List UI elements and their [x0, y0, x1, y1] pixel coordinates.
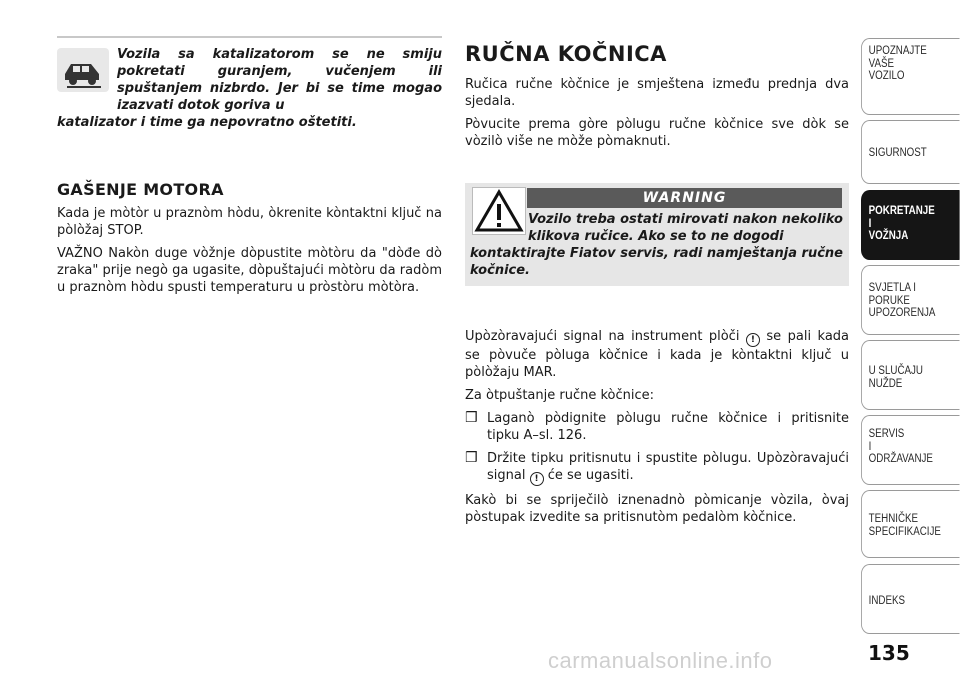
- tab-pokretanje[interactable]: [861, 190, 960, 260]
- indicator-last: Kakò bi se spriječilò iznenadnò pòmicanje vòzila, òvaj pòstupak izvedite sa pritisnutòm pedalòm kòčnice.: [465, 493, 849, 525]
- catalyst-note-indented: Vozila sa katalizatorom se ne smiju pokretati guranjem, vučenjem ili spuštanjem nizbrdo. Jer bi se time mogao izazvati dotok goriva u: [117, 47, 442, 113]
- tab-sigurnost[interactable]: [861, 120, 960, 184]
- engine-off-heading: GAŠENJE MOTORA: [57, 180, 224, 199]
- handbrake-p2: Pòvucite prema gòre pòlugu ručne kòčnice sve dòk se vòzilò više ne mòže pòmaknuti.: [465, 117, 849, 149]
- warning-text: [470, 211, 843, 279]
- tab-label: TEHNIČKE SPECIFIKACIJE: [868, 513, 941, 538]
- right-column: [465, 36, 849, 156]
- brake-warning-lamp-icon: !: [530, 472, 544, 486]
- tab-servis[interactable]: [861, 415, 960, 485]
- engine-off-section: [57, 180, 442, 302]
- tab-svjetla[interactable]: [861, 265, 960, 335]
- warning-label: WARNING: [527, 188, 842, 208]
- warning-text-rest: kontaktirajte Fiatov servis, radi namještanja ručne kočnice.: [470, 246, 843, 278]
- handbrake-p1: Ručica ručne kòčnice je smještena između prednja dva sjedala.: [465, 77, 849, 109]
- warning-text-first: Vozilo treba ostati mirovati nakon nekoliko klikova ručice. Ako se to ne dogodi: [528, 212, 843, 244]
- tab-indeks[interactable]: [861, 564, 960, 634]
- tab-label: POKRETANJE I VOŽNJA: [868, 205, 935, 242]
- tab-label: SVJETLA I PORUKE UPOZORENJA: [868, 282, 936, 319]
- release-step-2-before: Držite tipku pritisnutu i spustite pòlugu. Upòzòravajući signal: [487, 451, 849, 483]
- release-step-1-text: Laganò pòdignite pòlugu ručne kòčnice i pritisnite tipku A–sl. 126.: [487, 411, 849, 443]
- tab-tehnicke[interactable]: [861, 490, 960, 558]
- brake-warning-lamp-icon: !: [746, 333, 760, 347]
- release-intro: Za òtpuštanje ručne kòčnice:: [465, 388, 655, 403]
- warning-box: [465, 183, 849, 286]
- environment-icon: [57, 48, 109, 92]
- bullet-box-icon: ❒: [465, 410, 478, 426]
- handbrake-title: RUČNA KOČNICA: [465, 42, 667, 66]
- tab-label: U SLUČAJU NUŽDE: [868, 365, 923, 390]
- bullet-box-icon: ❒: [465, 450, 478, 466]
- release-step-2-after: će se ugasiti.: [547, 468, 634, 483]
- indicator-p1: [465, 328, 849, 381]
- engine-off-p2: VAŽNO Nakòn duge vòžnje dòpustite mòtòru da "dòđe dò zraka" prije negò ga ugasite, dòpuštajući mòtòru da radòm u praznòm hòdu spusti temperaturu u pròstòru mòtòra.: [57, 246, 442, 295]
- indicator-p1-before: Upòzòravajući signal na instrument plòči: [465, 329, 740, 344]
- indicator-p1-after: se pali kada se pòvuče pòluga kòčnice i kada je kòntaktni ključ u pòlòžaju MAR.: [465, 329, 850, 380]
- left-column: [57, 36, 442, 295]
- release-step-2: [465, 450, 849, 486]
- tab-label: UPOZNAJTE VAŠE VOZILO: [868, 45, 927, 82]
- tab-label: SERVIS I ODRŽAVANJE: [868, 428, 933, 465]
- release-step-1: [465, 410, 849, 444]
- page-number: 135: [868, 641, 910, 665]
- tab-label: INDEKS: [868, 595, 906, 607]
- engine-off-p1: Kada je mòtòr u praznòm hòdu, òkrenite kòntaktni ključ na pòlòžaj STOP.: [57, 206, 442, 238]
- catalyst-note: [57, 46, 442, 131]
- catalyst-note-full: katalizator i time ga nepovratno oštetiti.: [57, 115, 357, 130]
- tab-label: SIGURNOST: [868, 147, 927, 159]
- watermark: carmanualsonline.info: [548, 648, 773, 673]
- tab-u-slucaju[interactable]: [861, 340, 960, 410]
- indicator-section: [465, 328, 849, 532]
- tab-upoznajte[interactable]: [861, 38, 960, 115]
